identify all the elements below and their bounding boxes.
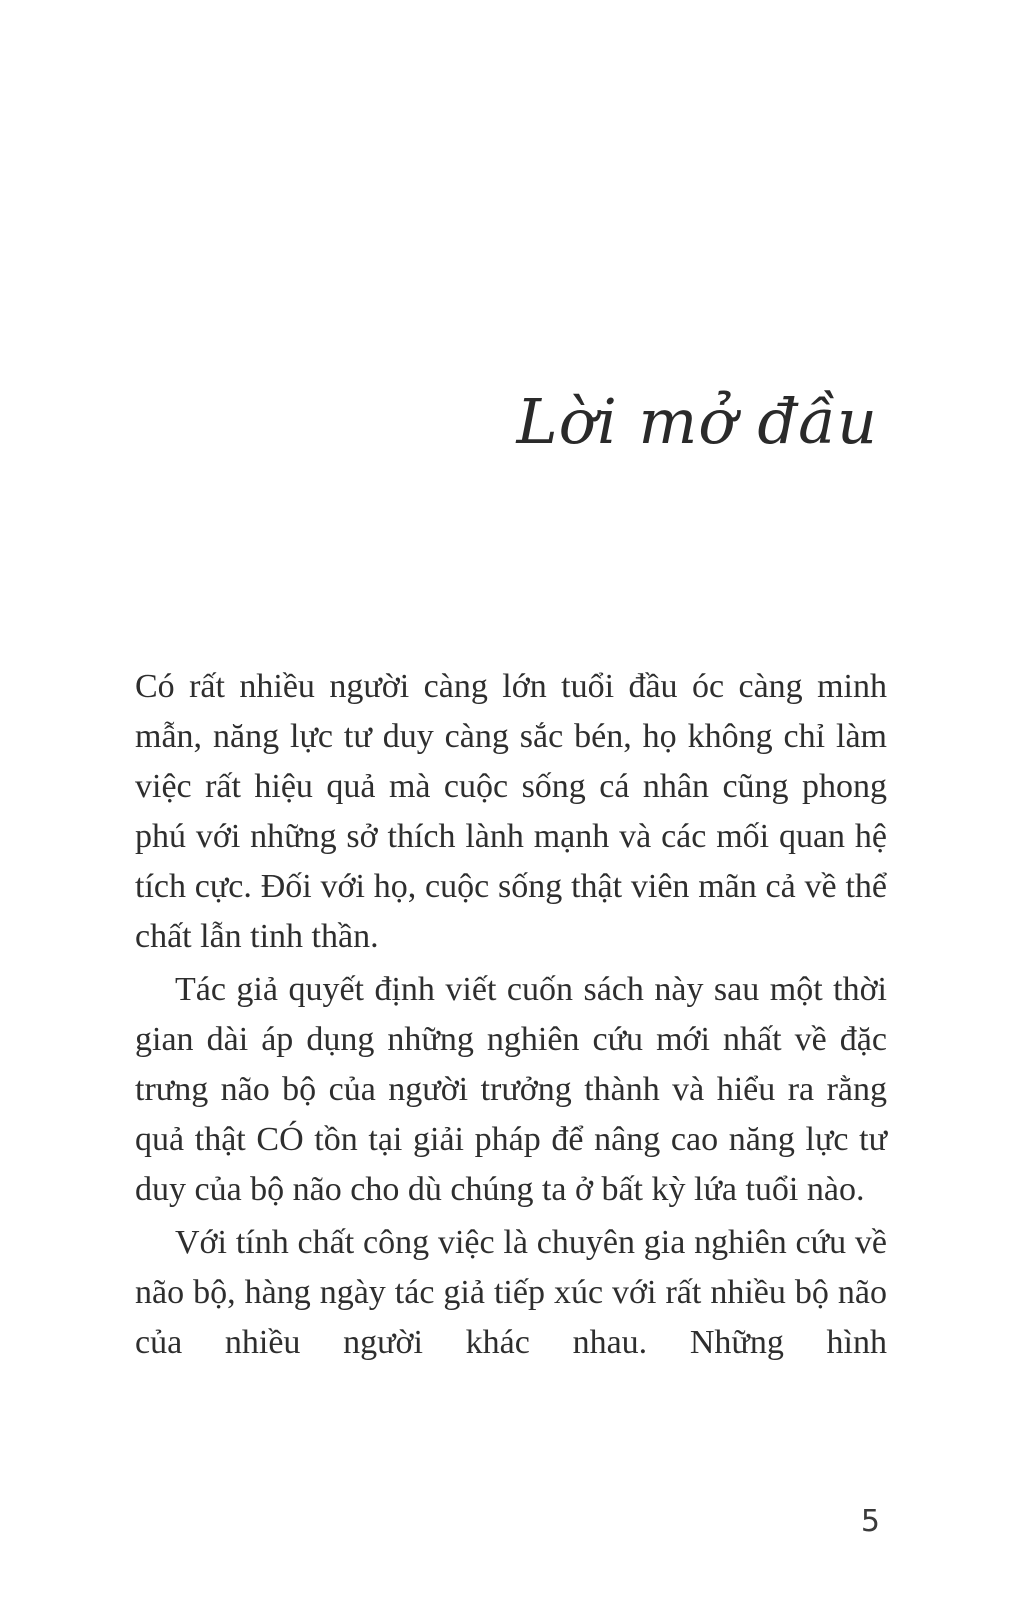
paragraph-1: Có rất nhiều người càng lớn tuổi đầu óc càng minh mẫn, năng lực tư duy càng sắc bén, họ không chỉ làm việc rất hiệu quả mà cuộc sống cá nhân cũng phong phú với những sở thích lành mạnh và các mối quan hệ tích cực. Đối với họ, cuộc sống thật viên mãn cả về thể chất lẫn tinh thần. [135,668,887,955]
page-number: 5 [860,1504,880,1539]
paragraph-3: Với tính chất công việc là chuyên gia nghiên cứu về não bộ, hàng ngày tác giả tiếp xúc với rất nhiều bộ não của nhiều người khác nhau. Những hình [135,1224,887,1361]
chapter-title: Lời mở đầu [516,385,878,458]
body-text [135,662,887,1371]
paragraph-2: Tác giả quyết định viết cuốn sách này sau một thời gian dài áp dụng những nghiên cứu mới nhất về đặc trưng não bộ của người trưởng thành và hiểu ra rằng quả thật CÓ tồn tại giải pháp để nâng cao năng lực tư duy của bộ não cho dù chúng ta ở bất kỳ lứa tuổi nào. [135,971,887,1208]
